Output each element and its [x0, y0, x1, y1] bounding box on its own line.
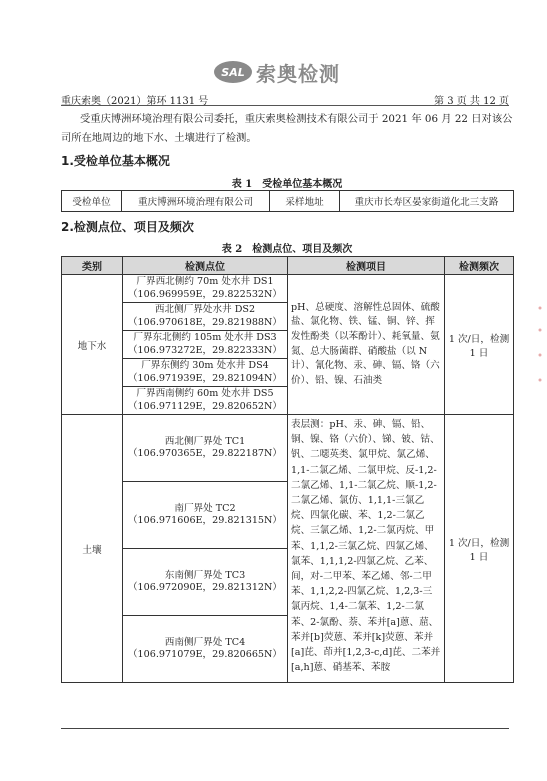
intro-paragraph: 受重庆博洲环境治理有限公司委托，重庆索奥检测技术有限公司于 2021 年 06 月 22 日对该公司所在地周边的地下水、土壤进行了检测。 [61, 113, 513, 144]
seal-mark-icon [536, 300, 544, 390]
sampling-point: 厂界东北侧约 105m 处水井 DS3 （106.973272E，29.822333N） [123, 331, 288, 359]
table-row [62, 275, 514, 303]
sampling-point: 南厂界处 TC2 （106.971606E，29.821315N） [123, 482, 288, 549]
seal-stamp-edge [536, 300, 544, 390]
section2-heading: 2.检测点位、项目及频次 [61, 220, 194, 234]
sampling-point: 西南侧厂界处 TC4 （106.971079E，29.820665N） [123, 616, 288, 683]
logo-name: 索奥检测 [256, 61, 340, 86]
table-cell: 受检单位 [62, 191, 122, 212]
table-cell: 采样地址 [270, 191, 340, 212]
page-info: 第 3 页 共 12 页 [434, 96, 509, 107]
table2 [61, 256, 514, 683]
sampling-point: 东南侧厂界处 TC3 （106.972090E，29.821312N） [123, 549, 288, 616]
table-row [62, 191, 514, 212]
report-number: 重庆索奥（2021）第环 1131 号 [61, 96, 209, 107]
column-header: 检测点位 [123, 257, 288, 275]
groundwater-items: pH、总硬度、溶解性总固体、硫酸盐、氯化物、铁、锰、铜、锌、挥发性酚类（以苯酚计）、耗氧量、氨氮、总大肠菌群、硝酸盐（以 N 计）、氰化物、汞、砷、镉、铬（六价）、铅、镍、石油类 [288, 275, 445, 415]
sampling-point: 厂界西北侧约 70m 处水井 DS1 （106.969959E，29.822532N） [123, 275, 288, 303]
category-soil: 土壤 [62, 415, 123, 683]
groundwater-frequency: 1 次/日，检测 1 日 [445, 275, 514, 415]
table-header-row [62, 257, 514, 275]
soil-frequency: 1 次/日，检测 1 日 [445, 415, 514, 683]
table-cell: 重庆市长寿区晏家街道化北三支路 [340, 191, 514, 212]
table-cell: 重庆博洲环境治理有限公司 [122, 191, 270, 212]
sampling-point: 厂界东侧约 30m 处水井 DS4 （106.971939E，29.821094N） [123, 359, 288, 387]
table1-caption: 表 1 受检单位基本概况 [231, 179, 343, 190]
header-divider [61, 105, 509, 106]
soil-items: 表层测：pH、汞、砷、镉、铅、铜、镍、铬（六价）、锑、铍、钴、钒、二噁英类、氯甲烷、氯乙烯、1,1-二氯乙烯、二氯甲烷、反-1,2-二氯乙烯、1,1-二氯乙烷、顺-1,2-二氯乙烯、氯仿、1,1,1-三氯乙烷、四氯化碳、苯、1,2-二氯乙烷、三氯乙烯、1,2-二氯丙烷、甲苯、1,1,2-三氯乙烷、四氯乙烯、氯苯、1,1,1,2-四氯乙烷、乙苯、间，对-二甲苯、苯乙烯、邻-二甲苯、1,1,2,2-四氯乙烷、1,2,3-三氯丙烷、1,4-二氯苯、1,2-二氯苯、2-氯酚、萘、苯并[a]蒽、䓛、苯并[b]荧蒽、苯并[k]荧蒽、苯并[a]芘、茚并[1,2,3-c,d]芘、二苯并[a,h]蒽、硝基苯、苯胺 [288, 415, 445, 683]
sampling-point: 厂界西南侧约 60m 处水井 DS5 （106.971129E，29.820652N） [123, 387, 288, 415]
column-header: 类别 [62, 257, 123, 275]
column-header: 检测项目 [288, 257, 445, 275]
table1 [61, 190, 514, 212]
footer-divider [61, 728, 509, 729]
sampling-point: 西北侧厂界处 TC1 （106.970365E，29.822187N） [123, 415, 288, 482]
sampling-point: 西北侧厂界处水井 DS2 （106.970618E，29.821988N） [123, 303, 288, 331]
column-header: 检测频次 [445, 257, 514, 275]
category-groundwater: 地下水 [62, 275, 123, 415]
table2-caption: 表 2 检测点位、项目及频次 [221, 244, 353, 255]
company-logo [214, 56, 344, 88]
table-row [62, 415, 514, 482]
logo-badge: SAL [214, 61, 252, 83]
section1-heading: 1.受检单位基本概况 [61, 154, 170, 168]
